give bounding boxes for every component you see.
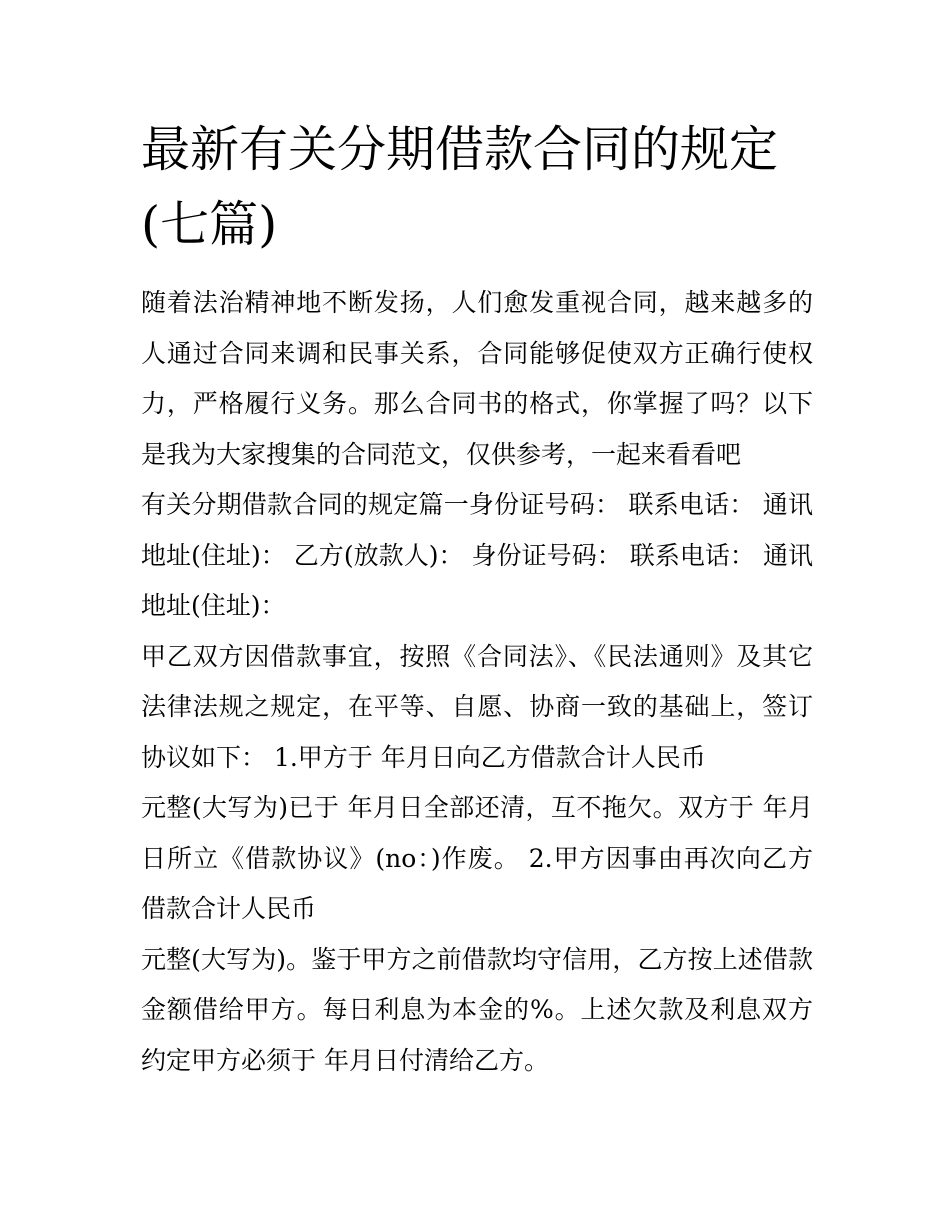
document-body xyxy=(141,278,813,1086)
paragraph-repayment: 元整(大写为)已于 年月日全部还清，互不拖欠。双方于 年月日所立《借款协议》(no：)作废。 2.甲方因事由再次向乙方 借款合计人民币 xyxy=(141,793,813,923)
paragraph-contact-info: 有关分期借款合同的规定篇一身份证号码： 联系电话： 通讯地址(住址)： 乙方(放款人)： 身份证号码： 联系电话： 通讯地址(住址)： xyxy=(141,490,813,620)
document-title: 最新有关分期借款合同的规定(七篇) xyxy=(141,121,779,253)
paragraph-interest: 元整(大写为)。鉴于甲方之前借款均守信用，乙方按上述借款金额借给甲方。每日利息为本金的%。上述欠款及利息双方约定甲方必须于 年月日付清给乙方。 xyxy=(141,944,813,1075)
paragraph-agreement: 甲乙双方因借款事宜，按照《合同法》、《民法通则》及其它法律法规之规定，在平等、自愿、协商一致的基础上，签订协议如下： 1.甲方于 年月日向乙方借款合计人民币 xyxy=(141,641,813,772)
document-content xyxy=(141,112,813,1086)
paragraph-intro: 随着法治精神地不断发扬，人们愈发重视合同，越来越多的人通过合同来调和民事关系，合同能够促使双方正确行使权力，严格履行义务。那么合同书的格式，你掌握了吗？以下是我为大家搜集的合同范文，仅供参考，一起来看看吧 xyxy=(141,288,813,469)
